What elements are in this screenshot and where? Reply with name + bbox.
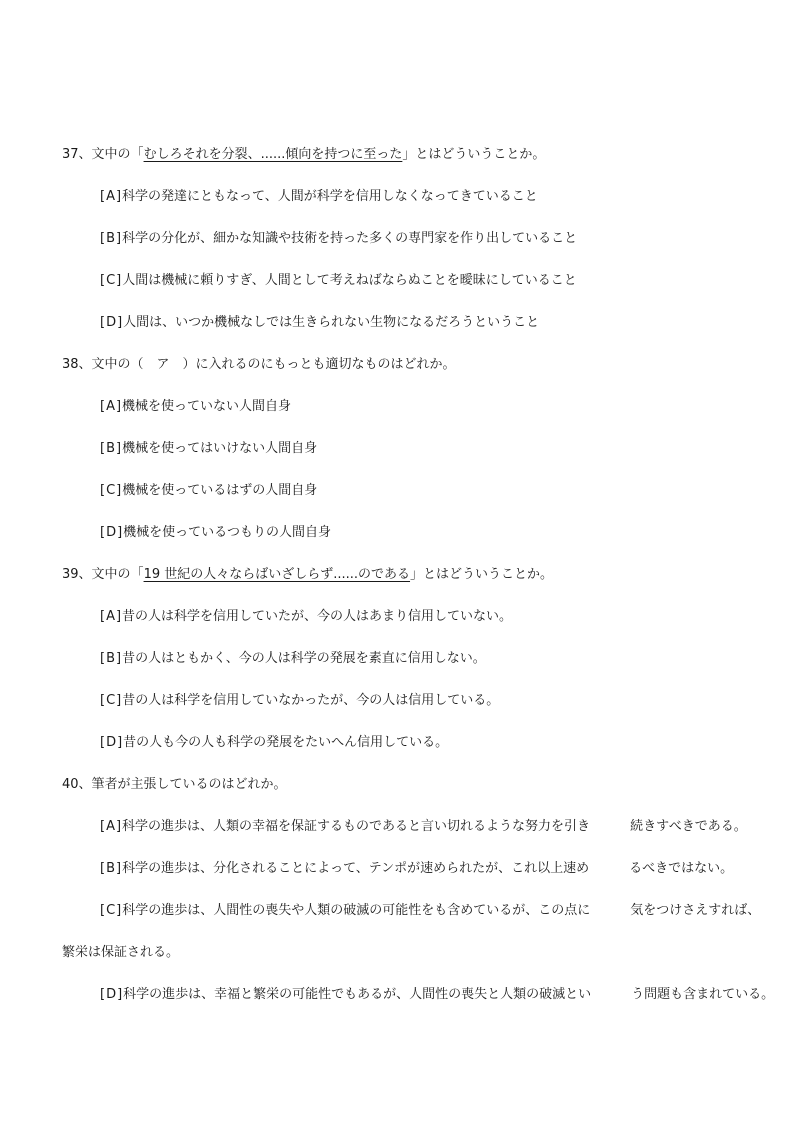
option-label: [A]: [100, 609, 123, 624]
option-text-continued: るべきではない。: [629, 861, 734, 876]
option-label: [D]: [100, 735, 124, 750]
option-label: [A]: [100, 399, 123, 414]
option-37-c: [0, 260, 800, 302]
option-38-a: [0, 386, 800, 428]
option-text: 科学の進歩は、分化されることによって、テンポが速められたが、これ以上速め: [122, 861, 590, 876]
option-label: [B]: [100, 441, 123, 456]
option-label: [D]: [100, 525, 124, 540]
question-tail: 」とはどういうことか。: [402, 147, 546, 162]
option-text: 人間は、いつか機械なしでは生きられない生物になるだろうということ: [123, 315, 540, 330]
option-label: [D]: [100, 987, 124, 1002]
question-lead: 文中の「: [91, 567, 144, 582]
question-list: [0, 134, 800, 1016]
option-text-continued: 気をつけさえすれば、: [630, 903, 761, 918]
question-number: 40、: [62, 777, 92, 792]
option-label: [B]: [100, 861, 123, 876]
question-lead: 文中の「: [91, 147, 144, 162]
option-40-d: [0, 974, 800, 1016]
option-text: 昔の人も今の人も科学の発展をたいへん信用している。: [123, 735, 449, 750]
option-37-b: [0, 218, 800, 260]
option-text: 科学の進歩は、幸福と繁栄の可能性でもあるが、人間性の喪失と人類の破滅とい: [123, 987, 592, 1002]
option-label: [C]: [100, 483, 123, 498]
option-text: 人間は機械に頼りすぎ、人間として考えねばならぬことを曖昧にしていること: [122, 273, 577, 288]
option-38-b: [0, 428, 800, 470]
option-text: 昔の人はともかく、今の人は科学の発展を素直に信用しない。: [122, 651, 486, 666]
option-37-d: [0, 302, 800, 344]
option-text-continued: 続きすべきである。: [630, 819, 747, 834]
option-40-b: [0, 848, 800, 890]
question-38: [0, 344, 800, 386]
underlined-quote: 19 世紀の人々ならばいざしらず......のである: [143, 567, 411, 582]
option-text: 機械を使っていない人間自身: [122, 399, 292, 414]
option-text-wrapped: 繁栄は保証される。: [62, 945, 180, 960]
option-40-c-wrap: [0, 932, 800, 974]
option-40-c: [0, 890, 800, 932]
question-number: 38、: [62, 357, 92, 372]
option-40-a: [0, 806, 800, 848]
option-39-c: [0, 680, 800, 722]
option-text: 機械を使っているつもりの人間自身: [123, 525, 332, 540]
option-text: 科学の分化が、細かな知識や技術を持った多くの専門家を作り出していること: [122, 231, 578, 246]
option-text: 昔の人は科学を信用していなかったが、今の人は信用している。: [122, 693, 500, 708]
option-label: [C]: [100, 273, 123, 288]
option-label: [B]: [100, 231, 123, 246]
option-37-a: [0, 176, 800, 218]
option-39-a: [0, 596, 800, 638]
question-number: 37、: [62, 147, 92, 162]
question-number: 39、: [62, 567, 92, 582]
option-text-continued: う問題も含まれている。: [631, 987, 775, 1002]
question-40: [0, 764, 800, 806]
option-text: 科学の発達にともなって、人間が科学を信用しなくなってきていること: [122, 189, 538, 204]
underlined-quote: むしろそれを分裂、......傾向を持つに至った: [143, 147, 403, 162]
option-label: [C]: [100, 903, 123, 918]
option-text: 機械を使ってはいけない人間自身: [122, 441, 318, 456]
option-text: 昔の人は科学を信用していたが、今の人はあまり信用していない。: [122, 609, 513, 624]
option-text: 科学の進歩は、人類の幸福を保証するものであると言い切れるような努力を引き: [122, 819, 591, 834]
option-label: [B]: [100, 651, 123, 666]
option-label: [C]: [100, 693, 123, 708]
question-text: 筆者が主張しているのはどれか。: [91, 777, 287, 792]
option-39-b: [0, 638, 800, 680]
option-label: [D]: [100, 315, 124, 330]
question-39: [0, 554, 800, 596]
question-37: [0, 134, 800, 176]
option-38-d: [0, 512, 800, 554]
question-tail: 」とはどういうことか。: [410, 567, 554, 582]
option-label: [A]: [100, 189, 123, 204]
option-label: [A]: [100, 819, 123, 834]
option-text: 機械を使っているはずの人間自身: [122, 483, 318, 498]
option-38-c: [0, 470, 800, 512]
question-text: 文中の（ ア ）に入れるのにもっとも適切なものはどれか。: [91, 357, 456, 372]
option-39-d: [0, 722, 800, 764]
option-text: 科学の進歩は、人間性の喪失や人類の破滅の可能性をも含めているが、この点に: [122, 903, 591, 918]
